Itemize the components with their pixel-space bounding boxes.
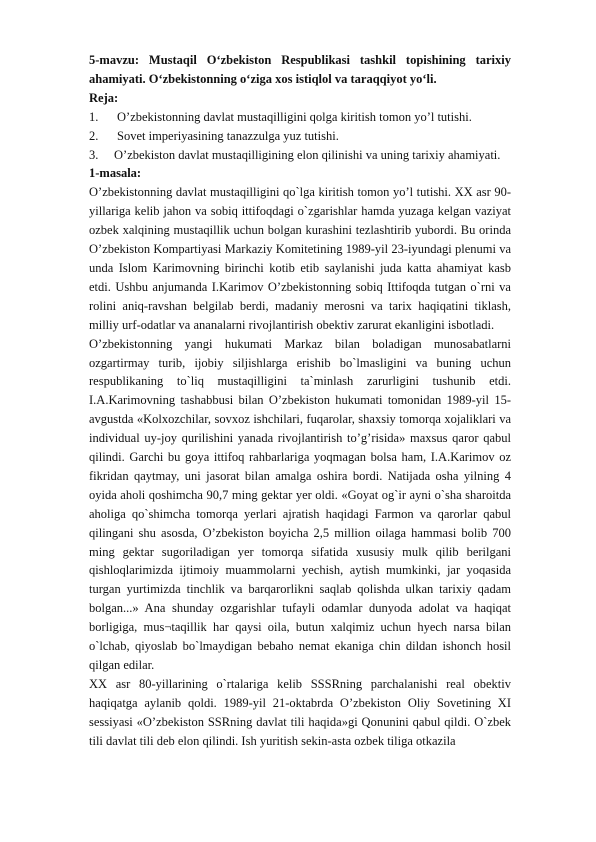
plan-item-text: O’zbekistonning davlat mustaqilligini qolga kiritish tomon yo’l tutishi. [117, 109, 472, 124]
plan-item-3 [89, 146, 511, 165]
plan-item-text: O’zbekiston davlat mustaqilligining elon qilinishi va uning tarixiy ahamiyati. [114, 147, 501, 162]
lesson-title: 5-mavzu: Mustaqil O‘zbekiston Respublikasi tashkil topishining tarixiy ahamiyati. O‘zbekistonning o‘ziga xos istiqlol va taraqqiyot yo‘li. [89, 53, 511, 86]
plan-heading: Reja: [89, 90, 119, 105]
plan-item-number: 1. [89, 109, 99, 124]
document-page [89, 51, 511, 751]
plan-item [89, 108, 511, 127]
plan-item-number: 3. [89, 147, 99, 162]
plan-list [89, 108, 511, 165]
plan-item-text: Sovet imperiyasining tanazzulga yuz tutishi. [117, 128, 339, 143]
body-paragraph: O’zbekistonning yangi hukumati Markaz bilan boladigan munosabatlarni ozgartirmay turib, ijobiy siljishlarga erishib bo`lmasligini va buning uchun respublikaning to`liq mustaqilligini ta`minlash zarurligini tushunib etdi. I.A.Karimovning tashabbusi bilan O’zbekiston hukumati tomonidan 1989-yil 15-avgustda «Kolxozchilar, sovxoz ishchilari, fuqarolar, shaxsiy tomorqa xojaliklari va individual uy-joy qurilishini yanada rivojlantirish to’g’risida» maxsus qaror qabul qilindi. Garchi bu goya ittifoq rahbarlariga yoqmagan bolsa ham, I.A.Karimov oz fikridan qaytmay, uni jasorat bilan amalga oshira bordi. Natijada osha yilning 4 oyida aholi qoshimcha 90,7 ming gektar yer oldi. «Goyat og`ir ayni o`sha sharoitda aholiga qo`shimcha tomorqa yerlari ajratish haqidagi Farmon va qarorlar qabul qilingani shu asosda, O’zbekiston boyicha 2,5 million oilaga hammasi bolib 700 ming gektar sugoriladigan yer tomorqa sifatida xususiy mulk qilib berilgani qishloqlarimizda ijtimoiy muammolarni yechish, aytish mumkinki, jar yoqasida turgan yurtimizda tinchlik va barqarorlikni saqlab qolishda ulkan tarixiy qadam bolgan...» Ana shunday ozgarishlar tufayli odamlar dunyoda adolat va haqiqat borligiga, mus¬taqillik har qaysi oila, butun xalqimiz uchun hyech narsa bilan o`lchab, qiyoslab bo`lmaydigan bebaho nemat ekaniga chin dildan ishonch hosil qilgan edilar. [89, 336, 511, 672]
body-paragraph: O’zbekistonning davlat mustaqilligini qo`lga kiritish tomon yo’l tutishi. XX asr 90-yillariga kelib jahon va sobiq ittifoqdagi o`zgarishlar hamda yuzaga kelgan vaziyat ozbek xalqining mustaqillik uchun bolgan kurashini tezlashtirib yubordi. Bu orinda O’zbekiston Kompartiyasi Markaziy Komitetining 1989-yil 23-iyundagi plenumi va unda Islom Karimovning birinchi kotib etib saylanishi juda katta ahamiyat kasb etdi. Ushbu anjumanda I.Karimov O’zbekistonning sobiq Ittifoqda tutgan o`rni va rolini aniq-ravshan belgilab berdi, madaniy merosni va tarix haqiqatini tiklash, milliy urf-odatlar va ananalarni rivojlantirish obektiv zarurat ekanligini isbotladi. [89, 185, 511, 332]
plan-item [89, 127, 511, 146]
section-heading: 1-masala: [89, 166, 142, 181]
body-paragraph: XX asr 80-yillarining o`rtalariga kelib SSSRning parchalanishi real obektiv haqiqatga aylanib qoldi. 1989-yil 21-oktabrda O’zbekiston Oliy Sovetining XI sessiyasi «O’zbekiston SSRning davlat tili haqida»gi Qonunini qabul qildi. O`zbek tili davlat tili deb elon qilindi. Ish yuritish sekin-asta ozbek tiliga otkazila [89, 676, 511, 748]
plan-item-number: 2. [89, 128, 99, 143]
